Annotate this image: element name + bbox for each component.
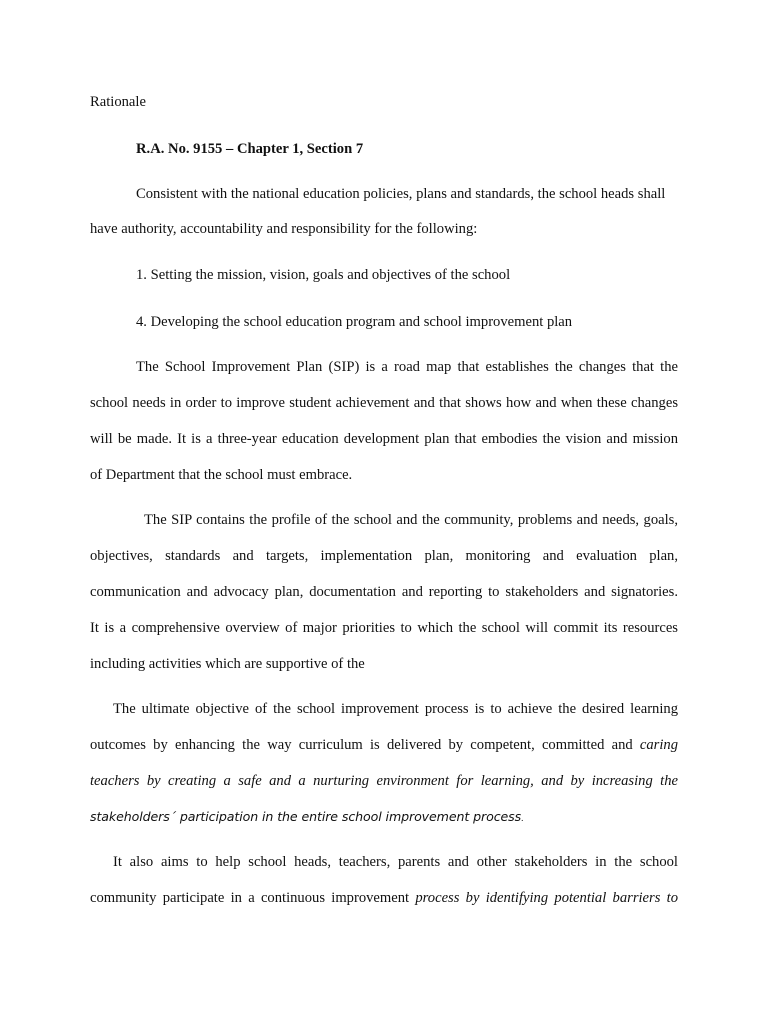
sip-contents-line-3: communication and advocacy plan, documentation and reporting to stakeholders and signatories. xyxy=(90,584,678,600)
section-heading: Rationale xyxy=(90,94,146,110)
aims-line-2-italic: process by identifying potential barriers to xyxy=(415,890,679,906)
sip-definition-line-3: will be made. It is a three-year education development plan that embodies the vision and mission xyxy=(90,431,678,447)
objective-line-1: The ultimate objective of the school improvement process is to achieve the desired learning xyxy=(113,701,678,717)
objective-line-4-script: stakeholders´ participation in the entire school improvement process xyxy=(90,809,522,824)
aims-line-2-normal: community participate in a continuous improvement xyxy=(90,890,416,906)
sip-definition-line-2: school needs in order to improve student achievement and that shows how and when these changes xyxy=(90,395,678,411)
objective-line-2-italic: caring xyxy=(639,737,678,753)
objective-line-2 xyxy=(90,736,678,754)
sip-definition-line-1: The School Improvement Plan (SIP) is a road map that establishes the changes that the xyxy=(136,359,678,375)
objective-line-4-period: . xyxy=(521,813,524,823)
sip-contents-line-2: objectives, standards and targets, implementation plan, monitoring and evaluation plan, xyxy=(90,548,678,564)
law-reference-heading: R.A. No. 9155 – Chapter 1, Section 7 xyxy=(136,141,364,157)
list-item-1: 1. Setting the mission, vision, goals and objectives of the school xyxy=(136,267,511,283)
aims-line-2 xyxy=(90,889,678,907)
objective-line-3: teachers by creating a safe and a nurturing environment for learning, and by increasing the xyxy=(90,773,678,789)
objective-line-4 xyxy=(90,808,678,827)
aims-line-1: It also aims to help school heads, teachers, parents and other stakeholders in the school xyxy=(113,854,678,870)
sip-contents-line-4: It is a comprehensive overview of major priorities to which the school will commit its resources xyxy=(90,620,678,636)
sip-contents-line-1: The SIP contains the profile of the school and the community, problems and needs, goals, xyxy=(144,512,678,528)
sip-contents-line-5: including activities which are supportive of the xyxy=(90,656,365,672)
intro-line-2: have authority, accountability and responsibility for the following: xyxy=(90,221,478,237)
objective-line-2-normal: outcomes by enhancing the way curriculum is delivered by competent, committed and xyxy=(90,737,640,753)
sip-definition-line-4: of Department that the school must embrace. xyxy=(90,467,353,483)
list-item-4: 4. Developing the school education program and school improvement plan xyxy=(136,314,573,330)
intro-line-1: Consistent with the national education policies, plans and standards, the school heads shall xyxy=(136,186,666,202)
